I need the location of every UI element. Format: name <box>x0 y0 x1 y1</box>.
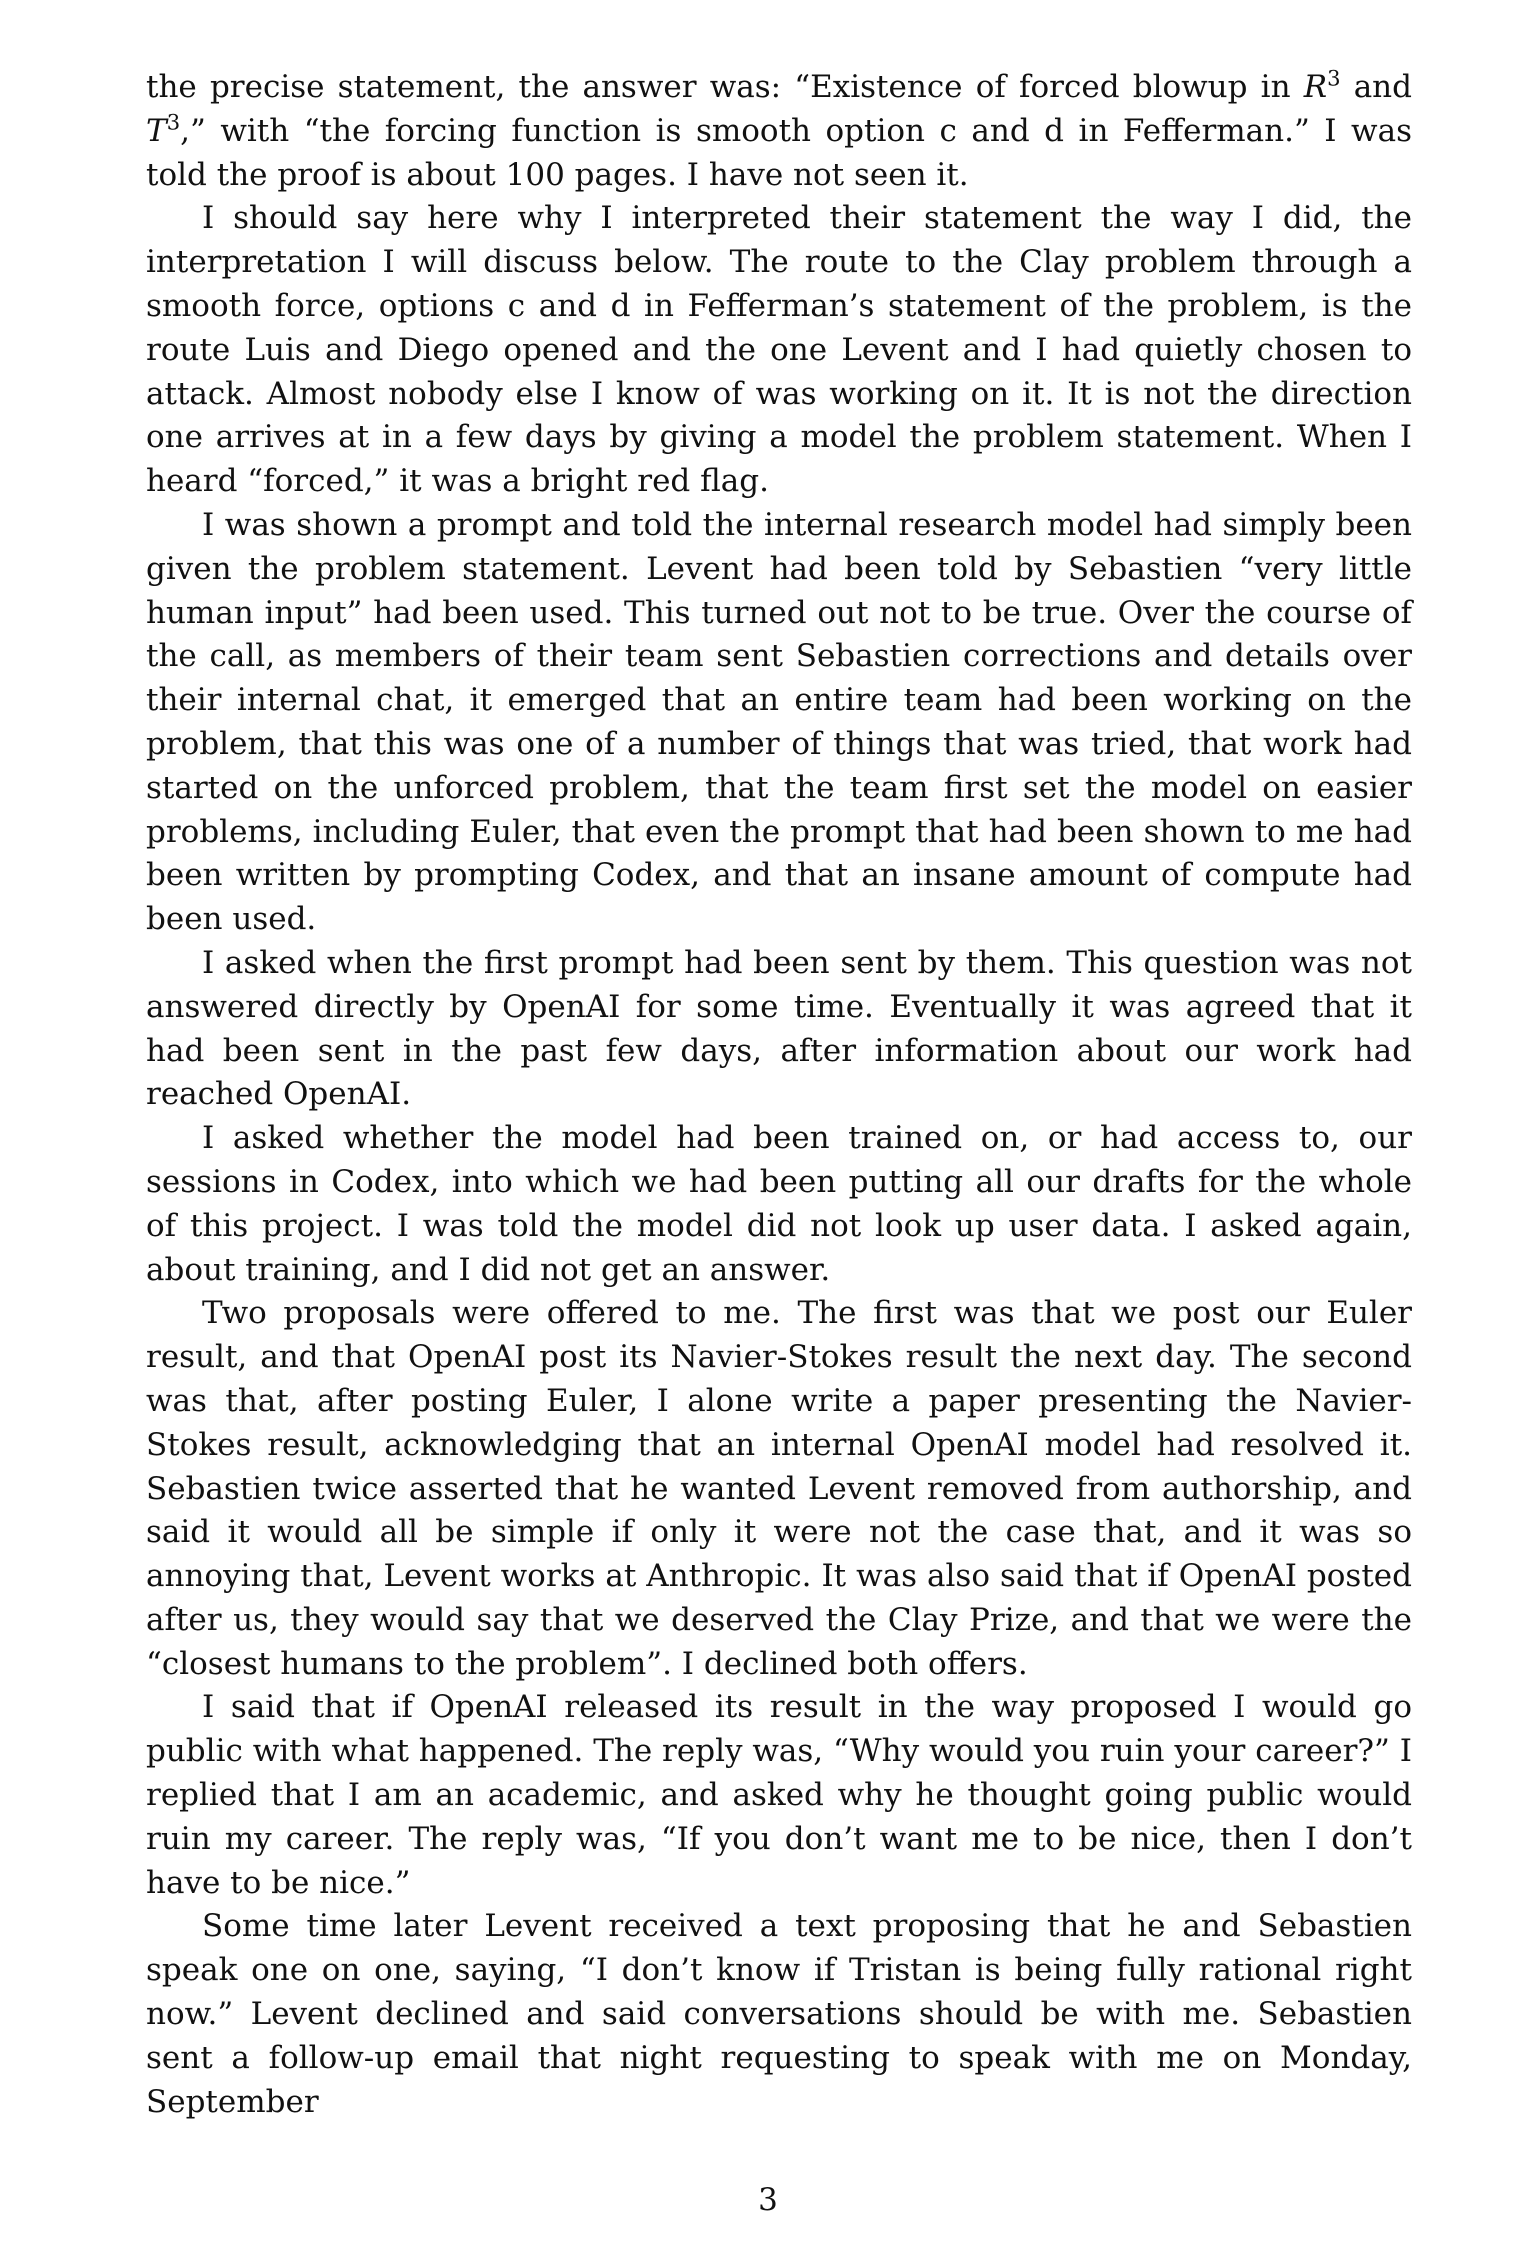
paragraph-8: Some time later Levent received a text proposing that he and Sebastien speak one on one, saying, “I don’t know if Tristan is being fully rational right now.” Levent declined and said conversations should be with me. Sebastien sent a follow-up email that night requesting to speak with me on Monday, September <box>146 1908 1412 2120</box>
paragraph-4: I asked when the first prompt had been sent by them. This question was not answered directly by OpenAI for some time. Eventually it was agreed that it had been sent in the past few days, after information about our work had reached OpenAI. <box>146 944 1412 1113</box>
math-t3 <box>146 109 181 149</box>
paragraph-1-text-start: the precise statement, the answer was: “Existence of forced blowup in <box>146 69 1304 105</box>
paragraph-1 <box>146 66 1412 197</box>
paragraph-1-text-mid: and <box>1340 69 1412 105</box>
page-number: 3 <box>758 2182 778 2218</box>
paragraph-3: I was shown a prompt and told the internal research model had simply been given the problem statement. Levent had been told by Sebastien “very little human input” had been used. This turned out not to be true. Over the course of the call, as members of their team sent Sebastien corrections and details over their internal chat, it emerged that an entire team had been working on the problem, that this was one of a number of things that was tried, that work had started on the unforced problem, that the team first set the model on easier problems, including Euler, that even the prompt that had been shown to me had been written by prompting Codex, and that an insane amount of compute had been used. <box>146 506 1412 938</box>
document-page <box>146 66 1412 2124</box>
paragraph-5: I asked whether the model had been trained on, or had access to, our sessions in Codex, into which we had been putting all our drafts for the whole of this project. I was told the model did not look up user data. I asked again, about training, and I did not get an answer. <box>146 1120 1412 1288</box>
math-t3-base: T <box>146 112 167 149</box>
paragraph-2: I should say here why I interpreted their statement the way I did, the interpretation I will discuss below. The route to the Clay problem through a smooth force, options c and d in Fefferman’s statement of the problem, is the route Luis and Diego opened and the one Levent and I had quietly chosen to attack. Almost nobody else I know of was working on it. It is not the direction one arrives at in a few days by giving a model the problem statement. When I heard “forced,” it was a bright red flag. <box>146 200 1412 500</box>
math-r3-exponent: 3 <box>1327 65 1341 91</box>
paragraph-7: I said that if OpenAI released its result in the way proposed I would go public with what happened. The reply was, “Why would you ruin your career?” I replied that I am an academic, and asked why he thought going public would ruin my career. The reply was, “If you don’t want me to be nice, then I don’t have to be nice.” <box>146 1689 1412 1901</box>
math-r3-base: R <box>1303 69 1328 105</box>
math-t3-exponent: 3 <box>166 109 181 135</box>
math-r3 <box>1303 65 1341 105</box>
paragraph-1-text-end: ,” with “the forcing function is smooth option c and d in Fefferman.” I was told the proof is about 100 pages. I have not seen it. <box>146 112 1412 193</box>
paragraph-6: Two proposals were offered to me. The first was that we post our Euler result, and that OpenAI post its Navier-Stokes result the next day. The second was that, after posting Euler, I alone write a paper presenting the Navier-Stokes result, acknowledging that an internal OpenAI model had resolved it. Sebastien twice asserted that he wanted Levent removed from authorship, and said it would all be simple if only it were not the case that, and it was so annoying that, Levent works at Anthropic. It was also said that if OpenAI posted after us, they would say that we deserved the Clay Prize, and that we were the “closest humans to the problem”. I declined both offers. <box>146 1295 1412 1682</box>
